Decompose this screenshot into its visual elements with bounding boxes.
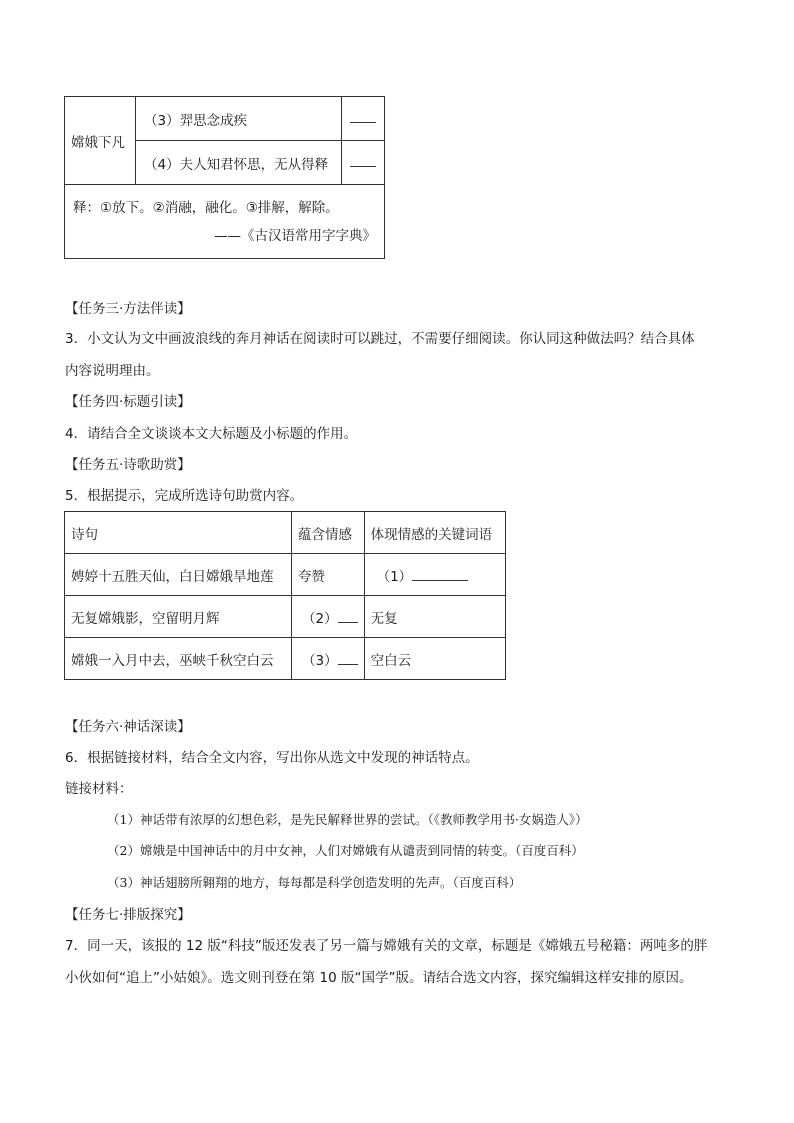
emotion-label: （3）	[302, 652, 338, 669]
task7-question-line2: 小伙如何“追上”小姑娘》。选文则刊登在第 10 版“国学”版。请结合选文内容，探究编辑这样安排的原因。	[65, 970, 693, 986]
table-cell-item3: （3）羿思念成疾	[136, 97, 342, 141]
keyword-label: （1）	[376, 568, 413, 585]
answer-blank[interactable]	[338, 610, 358, 623]
emotion-label: （2）	[302, 610, 338, 627]
task4-question: 4．请结合全文谈谈本文大标题及小标题的作用。	[65, 426, 358, 442]
header-emotion: 蕴含情感	[292, 512, 365, 554]
task6-heading: 【任务六·神话深读】	[65, 719, 191, 735]
task4-heading: 【任务四·标题引读】	[65, 394, 191, 410]
emotion-cell	[292, 596, 365, 638]
emotion-cell	[292, 638, 365, 680]
link-material-label: 链接材料：	[65, 781, 133, 797]
note-definition: 释：①放下。②消融，融化。③排解，解除。	[73, 199, 339, 216]
table-row-label: 嫦娥下凡	[65, 97, 136, 185]
answer-blank[interactable]	[412, 568, 468, 581]
material-item: （2）嫦娥是中国神话中的月中女神，人们对嫦娥有从谴责到同情的转变。（百度百科）	[107, 843, 584, 858]
keyword-cell: 空白云	[364, 638, 505, 680]
task7-question-line1: 7．同一天，该报的 12 版“科技”版还发表了另一篇与嫦娥有关的文章，标题是《嫦娥五号秘籍：两吨多的胖	[65, 938, 708, 954]
definition-table	[64, 96, 385, 259]
keyword-cell	[364, 554, 505, 596]
answer-blank[interactable]	[350, 110, 376, 123]
material-item: （3）神话翅膀所翱翔的地方，每每都是科学创造发明的先声。（百度百科）	[107, 875, 522, 890]
keyword-cell: 无复	[364, 596, 505, 638]
poem-cell: 无复嫦娥影，空留明月辉	[65, 596, 292, 638]
poem-cell: 嫦娥一入月中去，巫峡千秋空白云	[65, 638, 292, 680]
task5-question: 5．根据提示，完成所选诗句助赏内容。	[65, 488, 304, 504]
emotion-cell: 夸赞	[292, 554, 365, 596]
table-note-cell	[65, 185, 385, 259]
task5-heading: 【任务五·诗歌助赏】	[65, 457, 191, 473]
task3-question-line1: 3．小文认为文中画波浪线的奔月神话在阅读时可以跳过，不需要仔细阅读。你认同这种做法吗？结合具体	[65, 331, 695, 347]
poem-cell: 娉婷十五胜天仙，白日嫦娥旱地莲	[65, 554, 292, 596]
material-item: （1）神话带有浓厚的幻想色彩，是先民解释世界的尝试。（《教师教学用书·女娲造人》）	[107, 812, 588, 827]
answer-blank-cell	[342, 141, 385, 185]
task7-heading: 【任务七·排版探究】	[65, 907, 191, 923]
answer-blank-cell	[342, 97, 385, 141]
task6-question: 6．根据链接材料，结合全文内容，写出你从选文中发现的神话特点。	[65, 750, 479, 766]
task3-question-line2: 内容说明理由。	[65, 363, 160, 379]
answer-blank[interactable]	[350, 154, 376, 167]
note-source: ——《古汉语常用字字典》	[214, 227, 376, 244]
poem-table	[64, 511, 506, 680]
table-cell-item4: （4）夫人知君怀思，无从得释	[136, 141, 342, 185]
task3-heading: 【任务三·方法伴读】	[65, 301, 191, 317]
answer-blank[interactable]	[338, 652, 358, 665]
header-poem: 诗句	[65, 512, 292, 554]
header-keyword: 体现情感的关键词语	[364, 512, 505, 554]
